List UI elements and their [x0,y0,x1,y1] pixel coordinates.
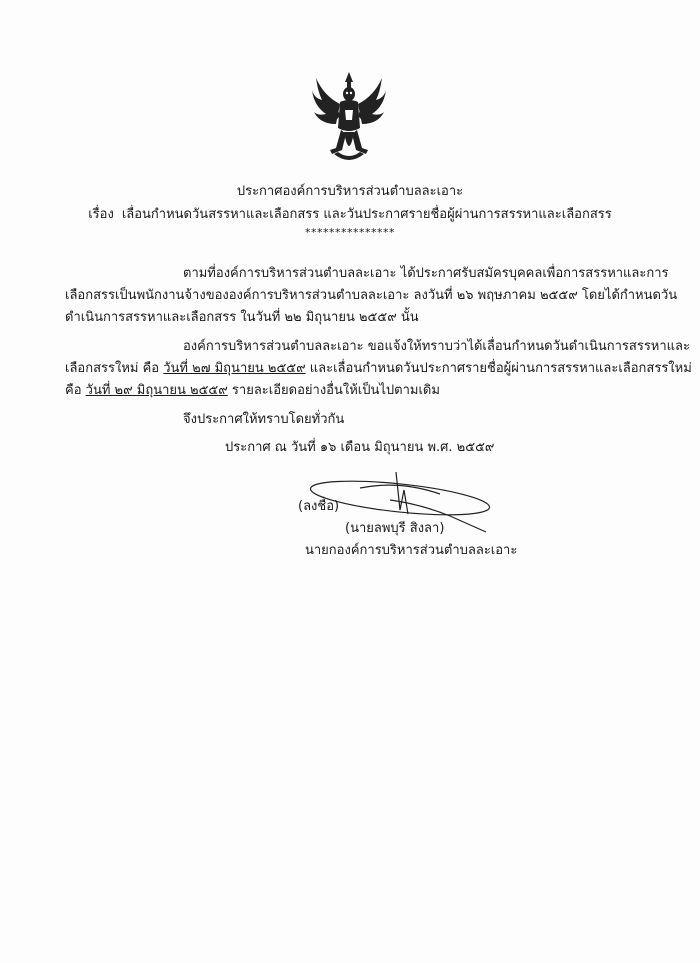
new-announcement-date: วันที่ ๒๙ มิถุนายน ๒๕๕๙ [85,383,228,398]
dated-line: ประกาศ ณ วันที่ ๑๖ เดือน มิถุนายน พ.ศ. ๒๕๕๙ [225,440,495,455]
p2-line-3-text-a: คือ [65,383,86,398]
paragraph-1-line-2: เลือกสรรเป็นพนักงานจ้างขององค์การบริหารส่วนตำบลละเอาะ ลงวันที่ ๒๖ พฤษภาคม ๒๕๕๙ โดยได้กำหนดวัน [65,288,678,303]
paragraph-1-line-3: ดำเนินการสรรหาและเลือกสรร ในวันที่ ๒๒ มิถุนายน ๒๕๕๙ นั้น [65,310,419,325]
garuda-emblem [312,70,386,166]
subject-text: เลื่อนกำหนดวันสรรหาและเลือกสรร และวันประกาศรายชื่อผู้ผ่านการสรรหาและเลือกสรร [121,207,612,222]
paragraph-2-line-3 [65,383,440,399]
new-selection-date: วันที่ ๒๗ มิถุนายน ๒๕๕๙ [163,361,306,376]
announcement-title: ประกาศองค์การบริหารส่วนตำบลละเอาะ [236,184,464,199]
p2-line-2-text-a: เลือกสรรใหม่ คือ [65,361,164,376]
subject-label: เรื่อง [88,207,114,222]
announcement-subject [0,203,700,224]
closing-line: จึงประกาศให้ทราบโดยทั่วกัน [183,412,345,427]
sign-label: (ลงชื่อ) [298,499,340,514]
signatory-position: นายกองค์การบริหารส่วนตำบลละเอาะ [305,543,518,558]
paragraph-2-line-1: องค์การบริหารส่วนตำบลละเอาะ ขอแจ้งให้ทราบว่าได้เลื่อนกำหนดวันดำเนินการสรรหาและ [183,339,690,354]
p2-line-2-text-b: และเลื่อนกำหนดวันประกาศรายชื่อผู้ผ่านการสรรหาและเลือกสรรใหม่ [305,361,692,376]
p2-line-3-text-b: รายละเอียดอย่างอื่นให้เป็นไปตามเดิม [227,383,440,398]
signatory-name: (นายลพบุรี สิงลา) [345,521,445,536]
paragraph-2-line-2 [65,361,692,377]
paragraph-1-line-1: ตามที่องค์การบริหารส่วนตำบลละเอาะ ได้ประกาศรับสมัครบุคคลเพื่อการสรรหาและการ [183,266,669,281]
separator-line: *************** [305,226,395,239]
